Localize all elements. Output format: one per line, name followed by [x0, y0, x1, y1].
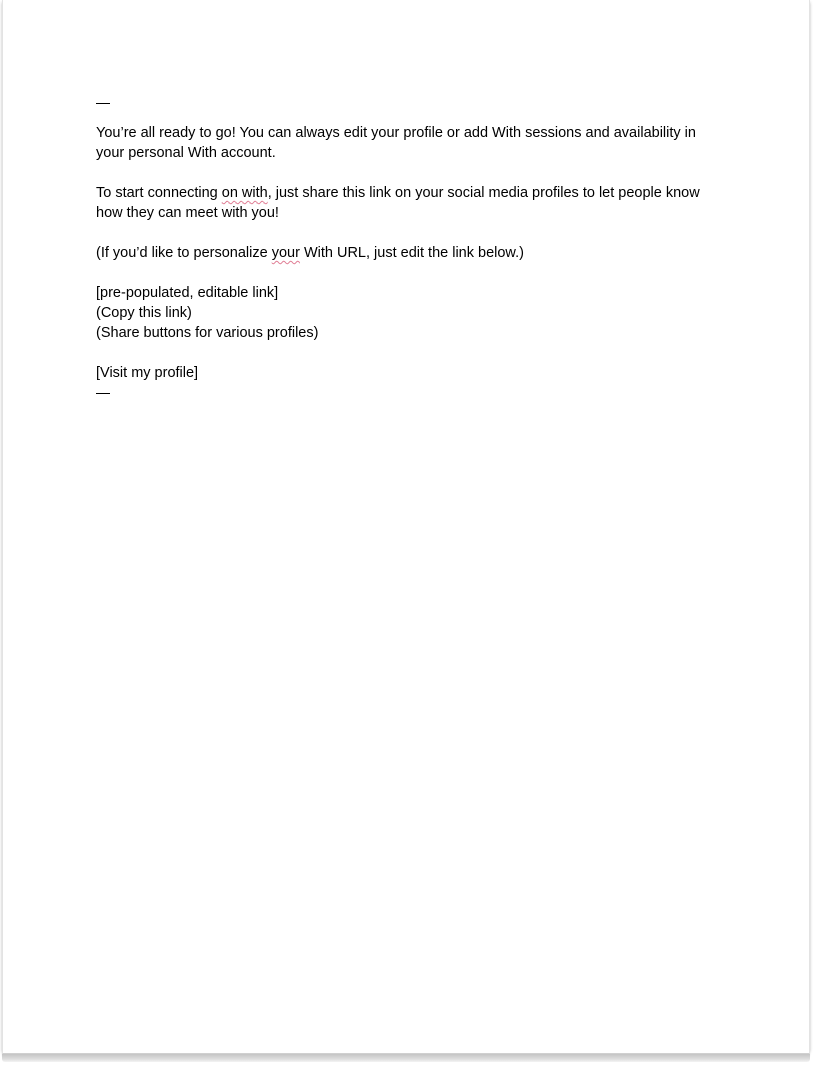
link-block [96, 283, 716, 343]
spellcheck-flagged-text[interactable]: your [271, 245, 300, 261]
paragraph-personalize-url [96, 243, 716, 263]
separator-top [96, 103, 110, 104]
text-segment: (If you’d like to personalize [96, 245, 272, 261]
paragraph-ready: You’re all ready to go! You can always edit your profile or add With sessions and availability in your personal With account. [96, 125, 696, 161]
document-body[interactable] [96, 93, 716, 413]
editable-link-placeholder: [pre-populated, editable link] [96, 285, 279, 301]
copy-link-placeholder: (Copy this link) [96, 305, 192, 321]
text-segment: With URL, just edit the link below.) [299, 245, 524, 261]
text-segment: To start connecting [96, 185, 222, 201]
document-page [2, 0, 810, 1054]
text-segment: , just share this link on your social media profiles to let people know how they can meet with you! [96, 185, 700, 221]
spellcheck-flagged-text[interactable]: on with [221, 185, 268, 201]
page-shadow [2, 1054, 810, 1062]
visit-profile-placeholder: [Visit my profile] [96, 365, 199, 381]
separator-bottom [96, 393, 110, 394]
paragraph-share-link [96, 183, 716, 223]
share-buttons-placeholder: (Share buttons for various profiles) [96, 325, 319, 341]
